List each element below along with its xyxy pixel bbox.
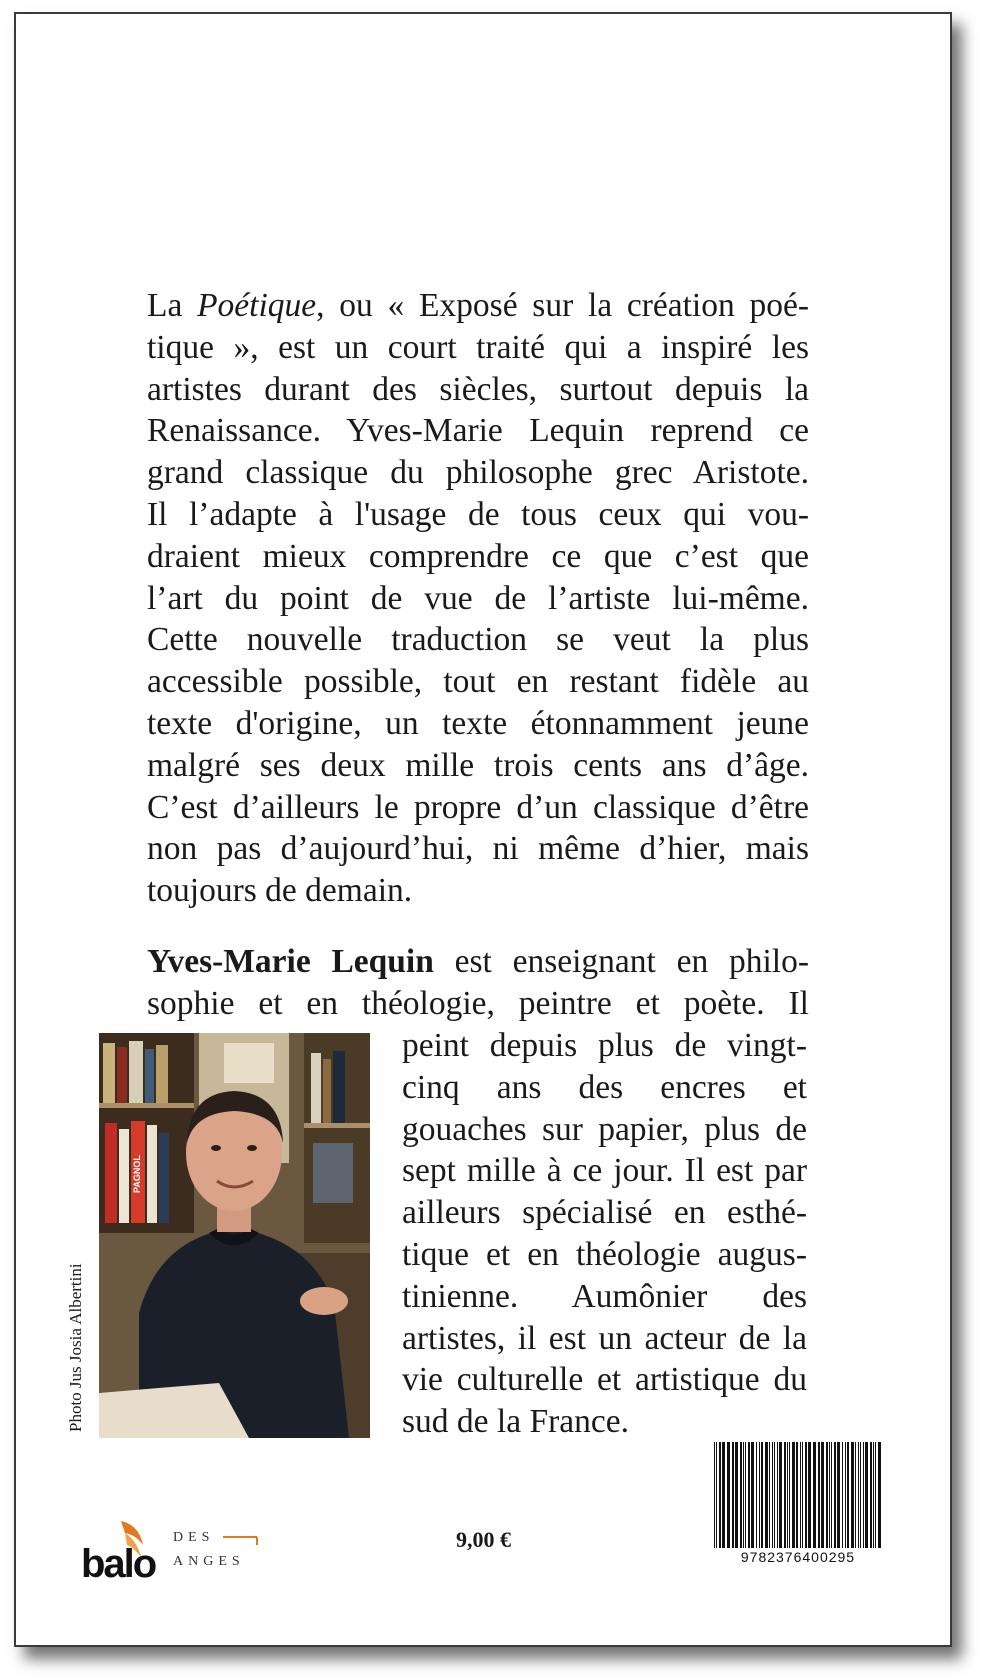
barcode-bar — [772, 1442, 773, 1548]
barcode-bar — [855, 1442, 856, 1548]
barcode-bar — [740, 1442, 742, 1548]
barcode-bar — [851, 1442, 854, 1548]
author-bio-line: gouaches sur papier, plus de — [402, 1110, 807, 1148]
barcode-bar — [779, 1442, 782, 1548]
barcode-bar — [769, 1442, 770, 1548]
barcode-bar — [735, 1442, 738, 1548]
barcode-bar — [847, 1442, 849, 1548]
isbn-number: 9782376400295 — [740, 1549, 856, 1565]
barcode-bar — [800, 1442, 801, 1548]
author-bio-line: cinq ans des encres et — [402, 1068, 807, 1106]
description-line: malgré ses deux mille trois cents ans d’âge. — [147, 746, 809, 784]
author-bio-line: ailleurs spécialisé en esthé- — [402, 1194, 807, 1232]
barcode-bar — [789, 1442, 790, 1548]
description-line: C’est d’ailleurs le propre d’un classique d’être — [147, 788, 809, 826]
author-bio-line: artistes, il est un acteur de la — [402, 1319, 807, 1357]
barcode-bar — [719, 1442, 721, 1548]
barcode-bar — [845, 1442, 846, 1548]
barcode-bar — [834, 1442, 836, 1548]
barcode-bar — [826, 1442, 828, 1548]
barcode-bar — [808, 1442, 811, 1548]
barcode-bar — [863, 1442, 864, 1548]
description-line: Cette nouvelle traduction se veut la plus — [147, 621, 809, 659]
barcode-bar — [759, 1442, 760, 1548]
description-line-0: La Poétique, ou « Exposé sur la création poé- — [147, 287, 809, 324]
barcode-bar — [743, 1442, 744, 1548]
barcode-bar — [787, 1442, 788, 1548]
publisher-logo-line1: DES — [173, 1530, 215, 1545]
barcode-bar — [714, 1442, 715, 1548]
barcode-bar — [748, 1442, 750, 1548]
description-line: Renaissance. Yves-Marie Lequin reprend ce — [147, 412, 809, 450]
book-price: 9,00 € — [456, 1527, 511, 1552]
barcode-bar — [870, 1442, 872, 1548]
barcode-bar — [805, 1442, 807, 1548]
barcode-bar — [792, 1442, 795, 1548]
description-line: Il l’adapte à l'usage de tous ceux qui vou- — [147, 495, 809, 533]
author-bio-wrapped — [402, 1025, 807, 1443]
barcode-bar — [837, 1442, 840, 1548]
barcode-bar — [716, 1442, 717, 1548]
description-line: toujours de demain. — [147, 872, 413, 910]
barcode-bar — [745, 1442, 746, 1548]
description-line: l’art du point de vue de l’artiste lui-même. — [147, 579, 809, 617]
barcode-bar — [873, 1442, 874, 1548]
barcode-bar — [774, 1442, 775, 1548]
barcode-bar — [829, 1442, 830, 1548]
barcode-bar — [831, 1442, 832, 1548]
barcode-bar — [865, 1442, 868, 1548]
book-description — [147, 285, 809, 912]
description-line: artistes durant des siècles, surtout depuis la — [147, 370, 809, 408]
author-bio-intro — [147, 941, 809, 1025]
author-bio-line-0: Yves-Marie Lequin est enseignant en philo- — [147, 943, 809, 980]
author-name: Yves-Marie Lequin — [147, 943, 434, 980]
book-spine-label: PAGNOL — [132, 1155, 142, 1193]
author-bio-line: vie culturelle et artistique du — [402, 1361, 807, 1399]
barcode-bar — [860, 1442, 861, 1548]
author-bio-line: tinienne. Aumônier des — [402, 1277, 807, 1315]
publisher-logo — [81, 1515, 281, 1585]
publisher-logo-line2: ANGES — [173, 1554, 245, 1569]
description-line: draient mieux comprendre ce que c’est que — [147, 537, 809, 575]
isbn-barcode — [712, 1442, 884, 1548]
author-photo — [99, 1033, 370, 1438]
description-line: tique », est un court traité qui a inspiré les — [147, 328, 809, 366]
author-bio-line: sept mille à ce jour. Il est par — [402, 1152, 807, 1190]
barcode-bar — [765, 1442, 768, 1548]
barcode-bar — [875, 1442, 876, 1548]
photo-credit: Photo Jus Josia Albertini — [66, 1263, 85, 1432]
barcode-bar — [842, 1442, 843, 1548]
author-bio-line: peint depuis plus de vingt- — [402, 1027, 807, 1064]
barcode-bar — [784, 1442, 786, 1548]
barcode-bar — [796, 1442, 798, 1548]
barcode-bar — [756, 1442, 757, 1548]
barcode-bar — [821, 1442, 824, 1548]
author-bio-line: sud de la France. — [402, 1403, 629, 1441]
barcode-bar — [802, 1442, 803, 1548]
barcode-bar — [858, 1442, 859, 1548]
barcode-bar — [777, 1442, 778, 1548]
barcode-bar — [878, 1442, 881, 1548]
description-line: non pas d’aujourd’hui, ni même d’hier, mais — [147, 830, 809, 868]
barcode-bar — [761, 1442, 763, 1548]
barcode-bar — [813, 1442, 816, 1548]
publisher-logo-word: balo — [81, 1542, 156, 1585]
barcode-bar — [727, 1442, 730, 1548]
description-line: texte d'origine, un texte étonnamment jeune — [147, 704, 809, 742]
description-line: grand classique du philosophe grec Aristote. — [147, 454, 809, 492]
barcode-bar — [732, 1442, 734, 1548]
author-bio-line: tique et en théologie augus- — [402, 1235, 807, 1273]
author-bio-line-1: sophie et en théologie, peintre et poète. Il — [147, 984, 809, 1022]
author-photo-illustration — [99, 1033, 370, 1438]
barcode-bar — [722, 1442, 725, 1548]
barcode-bar — [818, 1442, 820, 1548]
barcode-bar — [751, 1442, 754, 1548]
publisher-logo-mark — [81, 1515, 281, 1585]
description-line: accessible possible, tout en restant fidèle au — [147, 663, 809, 701]
